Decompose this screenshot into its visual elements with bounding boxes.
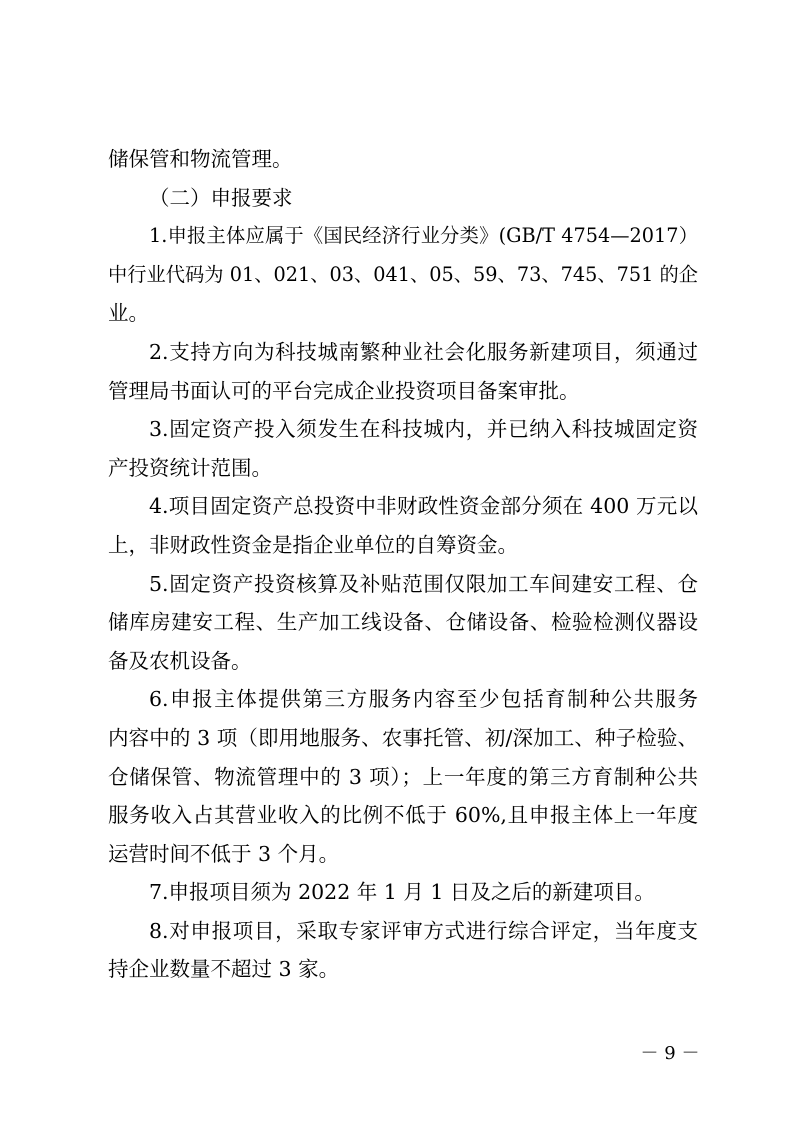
page-number: － 9 － [640,1043,700,1064]
text-line: 产投资统计范围。 [108,455,272,480]
text-line: 储保管和物流管理。 [108,147,293,171]
text-line: 持企业数量不超过 3 家。 [108,957,340,982]
text-line: 仓储保管、物流管理中的 3 项）；上一年度的第三方育制种公共 [108,764,698,789]
text-line: 管理局书面认可的平台完成企业投资项目备案审批。 [108,378,580,403]
section-heading: （二）申报要求 [149,185,293,210]
text-line: 储库房建安工程、生产加工线设备、仓储设备、检验检测仪器设 [108,610,698,635]
text-line: 中行业代码为 01、021、03、041、05、59、73、745、751 的企 [108,262,698,286]
text-line: 3.固定资产投入须发生在科技城内，并已纳入科技城固定资 [149,417,698,442]
document-body [108,140,698,989]
text-line: 7.申报项目须为 2022 年 1 月 1 日及之后的新建项目。 [149,880,655,905]
text-line: 4.项目固定资产总投资中非财政性资金部分须在 400 万元以 [149,494,698,519]
text-line: 2.支持方向为科技城南繁种业社会化服务新建项目，须通过 [149,339,698,364]
text-line: 业。 [108,301,149,326]
text-line: 运营时间不低于 3 个月。 [108,841,340,866]
text-line: 5.固定资产投资核算及补贴范围仅限加工车间建安工程、仓 [149,571,698,596]
text-line: 8.对申报项目，采取专家评审方式进行综合评定，当年度支 [149,918,698,943]
text-line: 上，非财政性资金是指企业单位的自筹资金。 [108,532,518,557]
text-line: 1.申报主体应属于《国民经济行业分类》(GB/T 4754—2017） [149,224,698,248]
text-line: 服务收入占其营业收入的比例不低于 60%,且申报主体上一年度 [108,803,698,828]
text-line: 内容中的 3 项（即用地服务、农事托管、初/深加工、种子检验、 [108,725,698,750]
text-line: 6.申报主体提供第三方服务内容至少包括育制种公共服务 [149,687,698,712]
text-line: 备及农机设备。 [108,648,252,673]
